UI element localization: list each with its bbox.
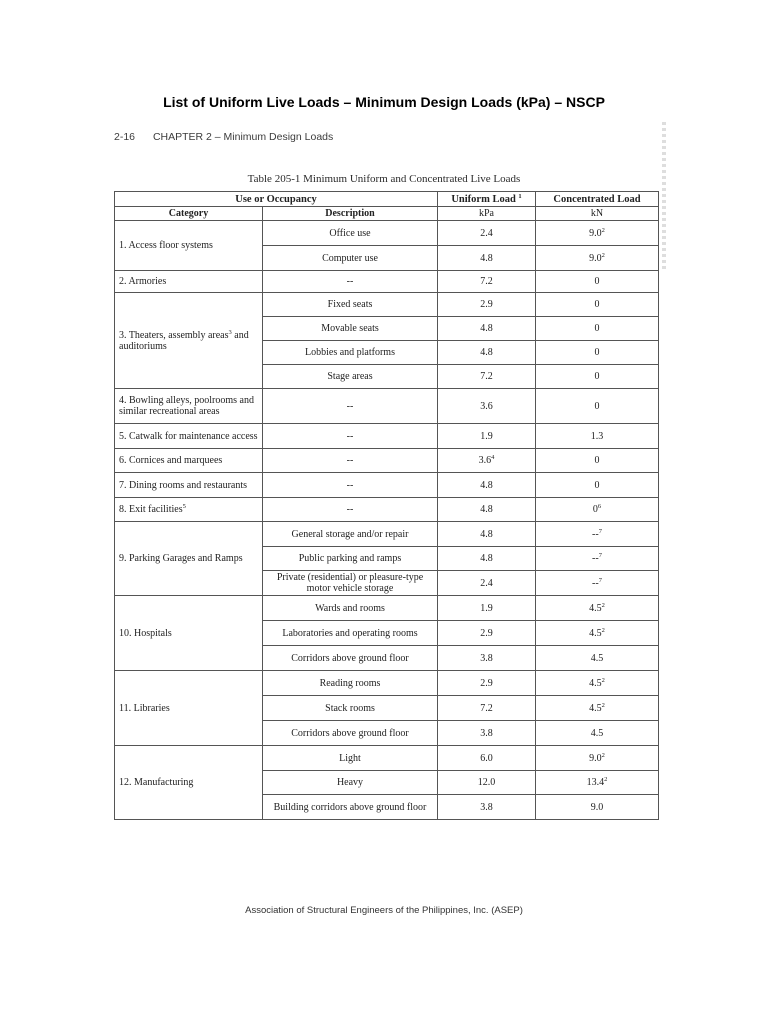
uniform-load-cell: 4.8 <box>438 473 536 498</box>
concentrated-load-cell: --$^7$ <box>536 522 659 547</box>
table-row <box>115 522 659 547</box>
concentrated-load-cell: $9.0^2$ <box>536 746 659 771</box>
description-cell: Light <box>263 746 438 771</box>
description-cell: -- <box>263 498 438 522</box>
uniform-load-cell: 3.8 <box>438 795 536 820</box>
concentrated-load-cell: $9.0^2$ <box>536 246 659 271</box>
concentrated-load-cell: $9.0^2$ <box>536 221 659 246</box>
description-cell: Heavy <box>263 771 438 795</box>
category-cell: 4. Bowling alleys, poolrooms and similar recreational areas <box>115 389 263 424</box>
uniform-load-cell: 7.2 <box>438 271 536 293</box>
uniform-load-cell: 4.8 <box>438 246 536 271</box>
concentrated-load-cell: 1.3 <box>536 424 659 449</box>
uniform-load-cell: 2.4 <box>438 221 536 246</box>
table-row <box>115 221 659 246</box>
scan-margin-mark <box>662 122 666 272</box>
uniform-load-cell: 4.8 <box>438 522 536 547</box>
uniform-load-cell: 3.8 <box>438 646 536 671</box>
page-number: 2-16 <box>114 131 136 143</box>
description-cell: Laboratories and operating rooms <box>263 621 438 646</box>
description-cell: Private (residential) or pleasure-type motor vehicle storage <box>263 571 438 596</box>
uniform-load-cell: 2.9 <box>438 621 536 646</box>
concentrated-load-cell: 0 <box>536 365 659 389</box>
table-row <box>115 746 659 771</box>
concentrated-load-cell: 0 <box>536 473 659 498</box>
table-row <box>115 498 659 522</box>
concentrated-load-cell: --$^7$ <box>536 547 659 571</box>
uniform-load-cell: 7.2 <box>438 696 536 721</box>
uniform-load-cell: 4.8 <box>438 547 536 571</box>
uniform-load-header: Uniform Load $^1$ <box>438 192 536 207</box>
description-cell: Movable seats <box>263 317 438 341</box>
description-cell: Stack rooms <box>263 696 438 721</box>
live-loads-table <box>114 191 659 820</box>
description-cell: -- <box>263 271 438 293</box>
uniform-load-cell: 1.9 <box>438 424 536 449</box>
chapter-title: CHAPTER 2 – Minimum Design Loads <box>152 131 334 143</box>
uniform-load-cell: 2.9 <box>438 671 536 696</box>
description-cell: General storage and/or repair <box>263 522 438 547</box>
uniform-load-cell: 4.8 <box>438 317 536 341</box>
description-cell: Fixed seats <box>263 293 438 317</box>
concentrated-load-cell: 9.0 <box>536 795 659 820</box>
table-row <box>115 473 659 498</box>
uniform-load-cell: 4.8 <box>438 341 536 365</box>
concentrated-load-cell: $4.5^2$ <box>536 621 659 646</box>
description-cell: -- <box>263 473 438 498</box>
page-heading: List of Uniform Live Loads – Minimum Design Loads (kPa) – NSCP <box>163 94 605 110</box>
concentrated-load-cell: 0 <box>536 293 659 317</box>
description-cell: Public parking and ramps <box>263 547 438 571</box>
concentrated-load-cell: $4.5^2$ <box>536 596 659 621</box>
table-row <box>115 449 659 473</box>
footer-credit: Association of Structural Engineers of the Philippines, Inc. (ASEP) <box>245 905 523 916</box>
table-row <box>115 389 659 424</box>
description-cell: Wards and rooms <box>263 596 438 621</box>
uniform-load-cell: 3.6 <box>438 389 536 424</box>
category-cell: 12. Manufacturing <box>115 746 263 820</box>
description-cell: -- <box>263 389 438 424</box>
category-cell: 8. Exit facilities$^5$ <box>115 498 263 522</box>
table-row <box>115 293 659 317</box>
concentrated-unit: kN <box>536 207 659 221</box>
category-cell: 11. Libraries <box>115 671 263 746</box>
category-cell: 7. Dining rooms and restaurants <box>115 473 263 498</box>
concentrated-load-cell: 4.5 <box>536 646 659 671</box>
table-row <box>115 671 659 696</box>
concentrated-load-cell: --$^7$ <box>536 571 659 596</box>
concentrated-load-cell: 0 <box>536 317 659 341</box>
concentrated-load-cell: 0 <box>536 271 659 293</box>
table-row <box>115 271 659 293</box>
description-cell: Corridors above ground floor <box>263 646 438 671</box>
description-cell: Stage areas <box>263 365 438 389</box>
category-header: Category <box>115 207 263 221</box>
concentrated-load-cell: 4.5 <box>536 721 659 746</box>
description-header: Description <box>263 207 438 221</box>
table-title: Table 205-1 Minimum Uniform and Concentrated Live Loads <box>247 173 521 185</box>
uniform-load-cell: 2.4 <box>438 571 536 596</box>
concentrated-load-cell: $4.5^2$ <box>536 696 659 721</box>
category-cell: 10. Hospitals <box>115 596 263 671</box>
concentrated-load-header: Concentrated Load <box>536 192 659 207</box>
header-row-2 <box>115 207 659 221</box>
category-cell: 9. Parking Garages and Ramps <box>115 522 263 596</box>
description-cell: -- <box>263 424 438 449</box>
uniform-load-cell: 1.9 <box>438 596 536 621</box>
description-cell: Computer use <box>263 246 438 271</box>
description-cell: Corridors above ground floor <box>263 721 438 746</box>
description-cell: -- <box>263 449 438 473</box>
concentrated-load-cell: $4.5^2$ <box>536 671 659 696</box>
concentrated-load-cell: 0 <box>536 389 659 424</box>
uniform-load-cell: 2.9 <box>438 293 536 317</box>
concentrated-load-cell: 13.4$^2$ <box>536 771 659 795</box>
description-cell: Office use <box>263 221 438 246</box>
category-cell: 2. Armories <box>115 271 263 293</box>
uniform-load-cell: 4.8 <box>438 498 536 522</box>
concentrated-load-cell: 0 <box>536 341 659 365</box>
category-cell: 6. Cornices and marquees <box>115 449 263 473</box>
description-cell: Building corridors above ground floor <box>263 795 438 820</box>
uniform-load-cell: 7.2 <box>438 365 536 389</box>
use-occupancy-header: Use or Occupancy <box>115 192 438 207</box>
uniform-unit: kPa <box>438 207 536 221</box>
uniform-load-cell: 6.0 <box>438 746 536 771</box>
description-cell: Reading rooms <box>263 671 438 696</box>
table-row <box>115 424 659 449</box>
uniform-load-cell: 12.0 <box>438 771 536 795</box>
table-row <box>115 596 659 621</box>
uniform-load-cell: 3.8 <box>438 721 536 746</box>
table-body <box>115 221 659 820</box>
header-row-1 <box>115 192 659 207</box>
description-cell: Lobbies and platforms <box>263 341 438 365</box>
concentrated-load-cell: 0 <box>536 449 659 473</box>
uniform-load-cell: $3.6^4$ <box>438 449 536 473</box>
category-cell: 3. Theaters, assembly areas$^3$ and auditoriums <box>115 293 263 389</box>
category-cell: 1. Access floor systems <box>115 221 263 271</box>
category-cell: 5. Catwalk for maintenance access <box>115 424 263 449</box>
concentrated-load-cell: $0^6$ <box>536 498 659 522</box>
chapter-header <box>114 131 333 143</box>
